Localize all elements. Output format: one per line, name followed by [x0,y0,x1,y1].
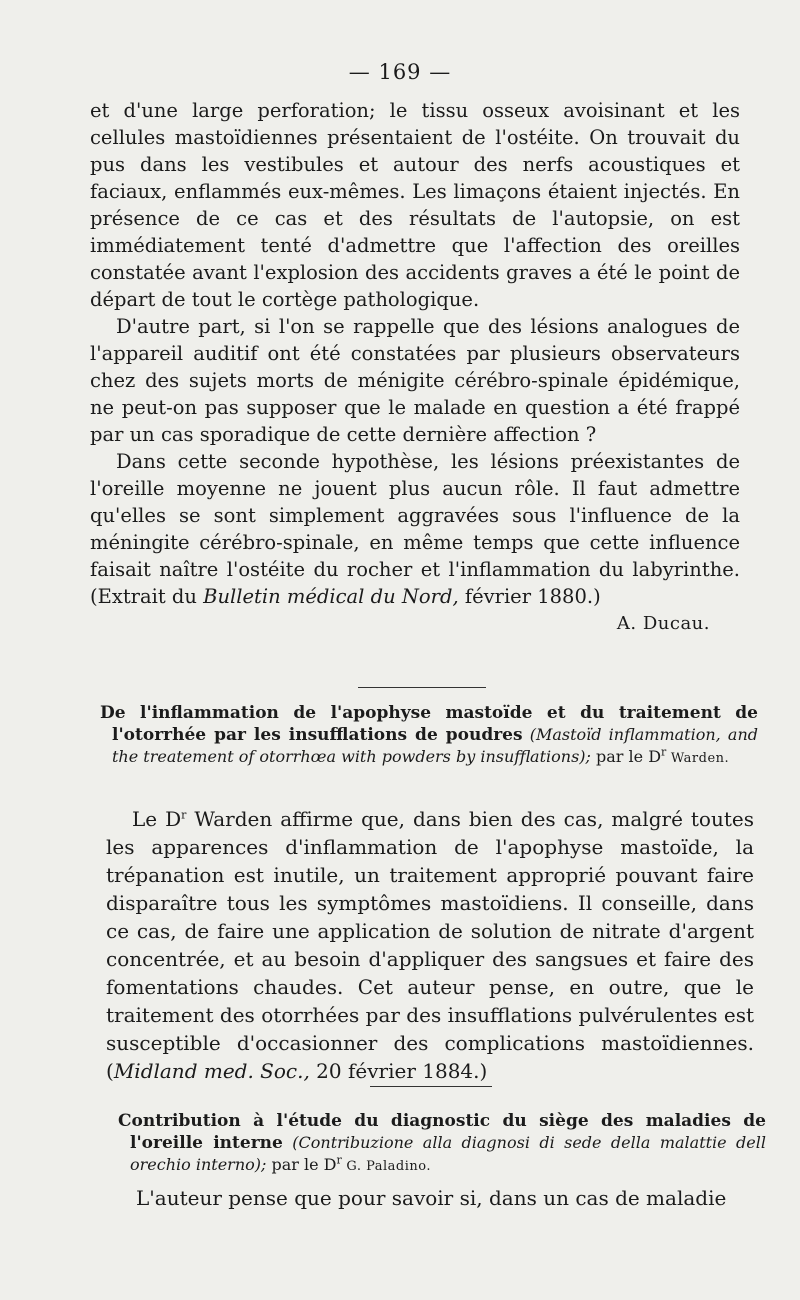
article-2-title: Contribution à l'étude du diagnostic du siège des maladies de l'oreille interne [118,1111,766,1153]
source-citation: Bulletin médical du Nord, [203,585,459,608]
article-1-heading [100,702,758,770]
signature-text: A. Ducau. [616,613,710,634]
article-2-author: G. Paladino. [341,1159,431,1174]
article-1-by: par le D [590,747,662,766]
article-1-source: Midland med. Soc., [113,1059,310,1083]
article-2-body [110,1184,754,1212]
author-signature [90,610,740,637]
article-1-body [106,805,754,1085]
article-2-by-sup: r [336,1153,342,1167]
article-1-text-start: Le D [132,807,182,831]
intro-paragraph-2: D'autre part, si l'on se rappelle que des lésions analogues de l'appareil auditif ont été constatées par plusieurs observateurs chez des sujets morts de ménigite cérébro-spinale épidémique, ne peut-on pas supposer que le malade en question a été frappé par un cas sporadique de cette dernière affection ? [90,315,740,446]
article-2-by: par le D [266,1155,337,1174]
intro-paragraph-3-end: février 1880.) [458,585,601,608]
section-divider [358,687,486,688]
article-2-paragraph: L'auteur pense que pour savoir si, dans un cas de maladie [136,1186,727,1210]
article-1-translation: (Mastoïd inflammation, and the treatement of otorrhœa with powders by insufflations); [112,725,758,766]
article-1-text: Warden affirme que, dans bien des cas, malgré toutes les apparences d'inflammation de l'apophyse mastoïde, la trépanation est inutile, un traitement approprié pouvant faire disparaître tous les symptômes mastoïdiens. Il conseille, dans ce cas, de faire une application de solution de nitrate d'argent concentrée, et au besoin d'appliquer des sangsues et faire des fomentations chaudes. Cet auteur pense, en outre, que le traitement des otorrhées par des insufflations pulvérulentes est susceptible d'occasionner des complications mastoïdiennes. ( [106,807,754,1083]
article-1-author: Warden. [666,751,730,766]
article-1-text-sup: r [181,808,187,822]
article-1-paragraph [106,805,754,1085]
article-2-translation: (Contribuzione alla diagnosi di sede della malattie dell orechio interno); [130,1133,766,1174]
intro-paragraph-3-text: Dans cette seconde hypothèse, les lésions préexistantes de l'oreille moyenne ne jouent plus aucun rôle. Il faut admettre qu'elles se sont simplement aggravées sous l'influence de la méningite cérébro-spinale, en même temps que cette influence faisait naître l'ostéite du rocher et l'inflammation du labyrinthe. (Extrait du [90,450,740,608]
intro-section [90,97,740,637]
article-2-heading [118,1110,766,1178]
page-number: — 169 — [348,60,452,84]
article-1-by-sup: r [661,745,667,759]
article-1-title: De l'inflammation de l'apophyse mastoïde et du traitement de l'otorrhée par les insufflations de poudres [100,703,758,745]
article-1-text-end: 20 février 1884.) [309,1059,488,1083]
section-divider-2 [370,1086,492,1087]
intro-paragraph-3 [90,448,740,610]
intro-paragraph-1: et d'une large perforation; le tissu osseux avoisinant et les cellules mastoïdiennes présentaient de l'ostéite. On trouvait du pus dans les vestibules et autour des nerfs acoustiques et faciaux, enflammés eux-mêmes. Les limaçons étaient injectés. En présence de ce cas et des résultats de l'autopsie, on est immédiatement tenté d'admettre que l'affection des oreilles constatée avant l'explosion des accidents graves a été le point de départ de tout le cortège pathologique. [90,99,740,311]
